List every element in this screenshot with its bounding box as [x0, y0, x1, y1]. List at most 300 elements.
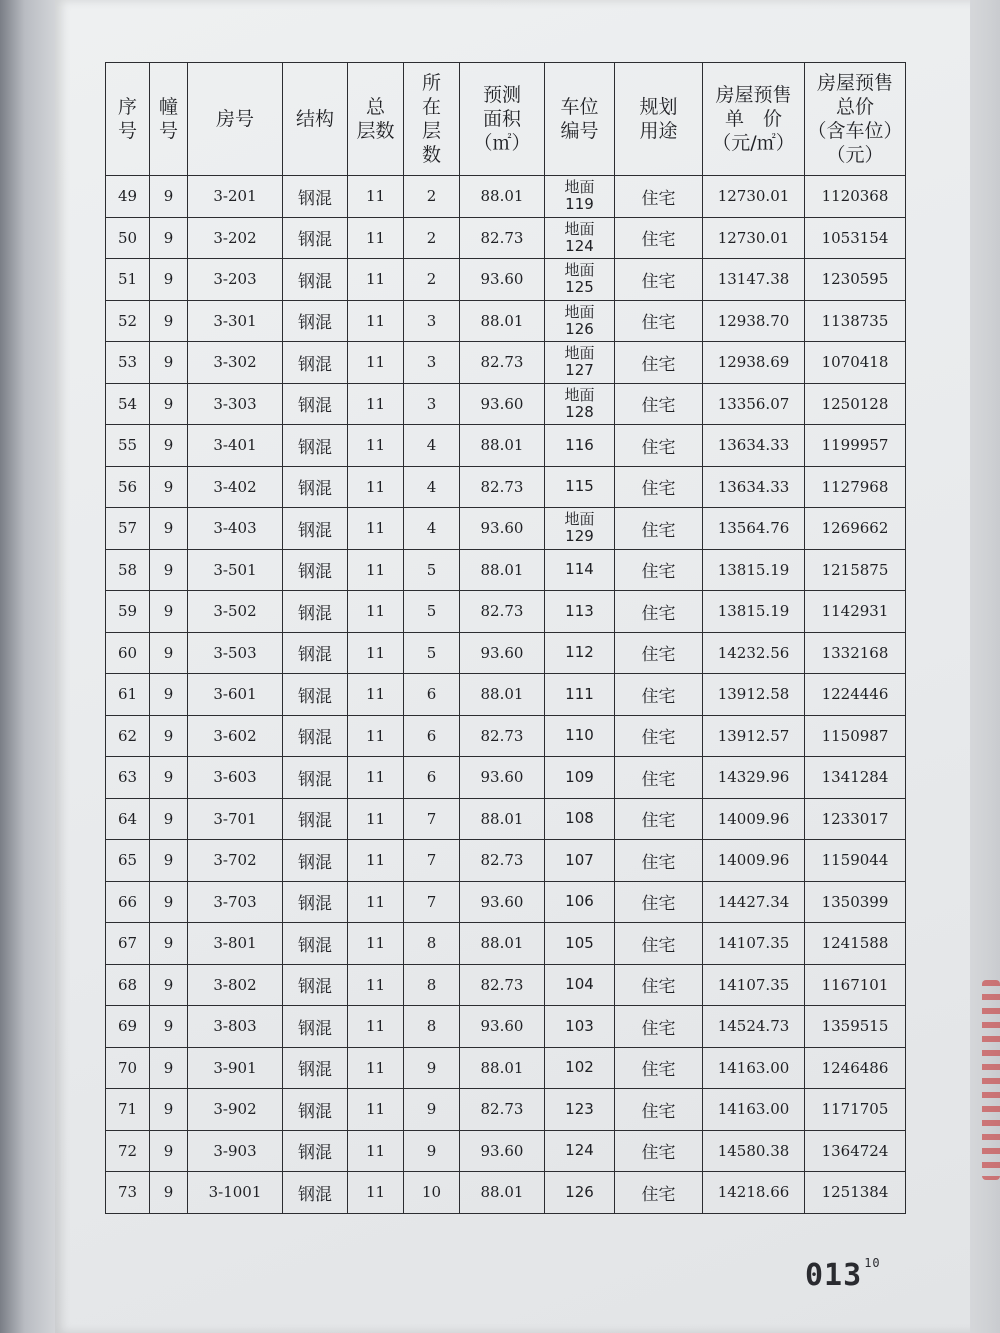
cell-usage: 住宅	[615, 757, 703, 799]
cell-total-price: 1230595	[805, 259, 906, 301]
column-header-area	[460, 63, 545, 176]
cell-parking	[545, 217, 615, 259]
cell-building: 9	[150, 1047, 188, 1089]
cell-total-floors: 11	[348, 715, 404, 757]
cell-structure: 钢混	[283, 881, 348, 923]
cell-building: 9	[150, 342, 188, 384]
cell-building: 9	[150, 923, 188, 965]
cell-building: 9	[150, 964, 188, 1006]
cell-room: 3-601	[188, 674, 283, 716]
cell-structure: 钢混	[283, 1130, 348, 1172]
cell-usage: 住宅	[615, 632, 703, 674]
cell-usage: 住宅	[615, 798, 703, 840]
column-header-room	[188, 63, 283, 176]
cell-building: 9	[150, 508, 188, 550]
cell-building: 9	[150, 466, 188, 508]
cell-structure: 钢混	[283, 715, 348, 757]
cell-room: 3-401	[188, 425, 283, 467]
cell-room: 3-603	[188, 757, 283, 799]
cell-unit-price: 12938.69	[703, 342, 805, 384]
cell-usage: 住宅	[615, 508, 703, 550]
cell-total-floors: 11	[348, 923, 404, 965]
cell-building: 9	[150, 591, 188, 633]
cell-building: 9	[150, 632, 188, 674]
parking-line: 113	[565, 601, 594, 620]
presale-price-table	[105, 62, 906, 1214]
cell-building: 9	[150, 176, 188, 218]
parking-line: 115	[565, 477, 594, 496]
cell-total-floors: 11	[348, 1172, 404, 1214]
cell-room: 3-803	[188, 1006, 283, 1048]
cell-unit-price: 14427.34	[703, 881, 805, 923]
table-row	[106, 757, 906, 799]
cell-room: 3-801	[188, 923, 283, 965]
cell-usage: 住宅	[615, 591, 703, 633]
cell-seq: 70	[106, 1047, 150, 1089]
cell-structure: 钢混	[283, 591, 348, 633]
cell-floor: 6	[404, 715, 460, 757]
cell-usage: 住宅	[615, 383, 703, 425]
cell-total-price: 1241588	[805, 923, 906, 965]
cell-parking	[545, 549, 615, 591]
cell-total-floors: 11	[348, 300, 404, 342]
cell-structure: 钢混	[283, 674, 348, 716]
parking-line: 124	[565, 1141, 594, 1160]
table-row	[106, 715, 906, 757]
parking-line: 108	[565, 809, 594, 828]
cell-floor: 9	[404, 1130, 460, 1172]
cell-total-price: 1053154	[805, 217, 906, 259]
cell-structure: 钢混	[283, 1006, 348, 1048]
cell-seq: 66	[106, 881, 150, 923]
table-row	[106, 632, 906, 674]
cell-room: 3-802	[188, 964, 283, 1006]
cell-floor: 6	[404, 674, 460, 716]
parking-line: 105	[565, 933, 594, 952]
cell-total-price: 1332168	[805, 632, 906, 674]
cell-room: 3-903	[188, 1130, 283, 1172]
cell-usage: 住宅	[615, 840, 703, 882]
cell-total-price: 1171705	[805, 1089, 906, 1131]
cell-building: 9	[150, 300, 188, 342]
cell-total-floors: 11	[348, 549, 404, 591]
cell-room: 3-402	[188, 466, 283, 508]
table-row	[106, 674, 906, 716]
column-header-seq	[106, 63, 150, 176]
cell-unit-price: 14009.96	[703, 840, 805, 882]
cell-total-price: 1167101	[805, 964, 906, 1006]
cell-floor: 5	[404, 591, 460, 633]
cell-room: 3-701	[188, 798, 283, 840]
cell-building: 9	[150, 1130, 188, 1172]
cell-total-price: 1364724	[805, 1130, 906, 1172]
cell-parking	[545, 798, 615, 840]
cell-unit-price: 14163.00	[703, 1089, 805, 1131]
parking-line: 地面	[564, 219, 595, 238]
cell-area: 93.60	[460, 632, 545, 674]
cell-structure: 钢混	[283, 923, 348, 965]
cell-seq: 67	[106, 923, 150, 965]
cell-room: 3-302	[188, 342, 283, 384]
table-row	[106, 1172, 906, 1214]
cell-floor: 10	[404, 1172, 460, 1214]
parking-line: 地面	[564, 385, 595, 404]
cell-floor: 2	[404, 176, 460, 218]
cell-unit-price: 13634.33	[703, 466, 805, 508]
cell-unit-price: 14329.96	[703, 757, 805, 799]
cell-unit-price: 12730.01	[703, 176, 805, 218]
cell-building: 9	[150, 217, 188, 259]
cell-unit-price: 13815.19	[703, 549, 805, 591]
parking-line: 107	[565, 850, 594, 869]
cell-area: 93.60	[460, 259, 545, 301]
cell-unit-price: 14232.56	[703, 632, 805, 674]
cell-floor: 8	[404, 923, 460, 965]
cell-area: 88.01	[460, 923, 545, 965]
cell-floor: 7	[404, 881, 460, 923]
parking-line: 128	[565, 402, 594, 421]
cell-structure: 钢混	[283, 300, 348, 342]
cell-parking	[545, 383, 615, 425]
cell-area: 88.01	[460, 425, 545, 467]
cell-structure: 钢混	[283, 259, 348, 301]
cell-floor: 3	[404, 342, 460, 384]
cell-usage: 住宅	[615, 342, 703, 384]
cell-total-price: 1233017	[805, 798, 906, 840]
cell-total-price: 1159044	[805, 840, 906, 882]
cell-total-floors: 11	[348, 757, 404, 799]
cell-total-floors: 11	[348, 840, 404, 882]
page-number-main: 013	[805, 1258, 863, 1293]
parking-line: 127	[565, 361, 594, 380]
cell-total-floors: 11	[348, 259, 404, 301]
cell-area: 88.01	[460, 1047, 545, 1089]
cell-room: 3-202	[188, 217, 283, 259]
table-row	[106, 798, 906, 840]
cell-total-floors: 11	[348, 1130, 404, 1172]
parking-line: 地面	[564, 261, 595, 280]
cell-total-price: 1138735	[805, 300, 906, 342]
cell-structure: 钢混	[283, 176, 348, 218]
cell-building: 9	[150, 715, 188, 757]
parking-line: 123	[565, 1099, 594, 1118]
cell-parking	[545, 840, 615, 882]
parking-line: 地面	[564, 178, 595, 197]
cell-area: 88.01	[460, 674, 545, 716]
cell-total-floors: 11	[348, 176, 404, 218]
cell-total-floors: 11	[348, 798, 404, 840]
cell-parking	[545, 508, 615, 550]
cell-building: 9	[150, 1172, 188, 1214]
cell-usage: 住宅	[615, 466, 703, 508]
cell-floor: 4	[404, 466, 460, 508]
column-header-total-price	[805, 63, 906, 176]
cell-room: 3-703	[188, 881, 283, 923]
cell-usage: 住宅	[615, 923, 703, 965]
cell-total-price: 1215875	[805, 549, 906, 591]
parking-line: 地面	[564, 510, 595, 529]
cell-total-price: 1350399	[805, 881, 906, 923]
cell-total-floors: 11	[348, 632, 404, 674]
cell-seq: 64	[106, 798, 150, 840]
column-header-label: 结构	[295, 108, 334, 130]
cell-building: 9	[150, 1006, 188, 1048]
cell-total-floors: 11	[348, 383, 404, 425]
cell-building: 9	[150, 798, 188, 840]
column-header-total-floors	[348, 63, 404, 176]
cell-total-floors: 11	[348, 964, 404, 1006]
cell-floor: 4	[404, 425, 460, 467]
parking-line: 126	[565, 319, 594, 338]
parking-line: 103	[565, 1016, 594, 1035]
parking-line: 114	[565, 560, 594, 579]
table-row	[106, 466, 906, 508]
cell-parking	[545, 466, 615, 508]
cell-total-price: 1359515	[805, 1006, 906, 1048]
cell-unit-price: 12938.70	[703, 300, 805, 342]
table-body	[106, 176, 906, 1214]
cell-area: 88.01	[460, 176, 545, 218]
cell-parking	[545, 176, 615, 218]
cell-parking	[545, 881, 615, 923]
cell-area: 82.73	[460, 964, 545, 1006]
cell-area: 93.60	[460, 508, 545, 550]
red-seal-fragment	[982, 980, 1000, 1180]
cell-structure: 钢混	[283, 217, 348, 259]
cell-total-floors: 11	[348, 1006, 404, 1048]
column-header-parking	[545, 63, 615, 176]
cell-floor: 8	[404, 1006, 460, 1048]
cell-room: 3-201	[188, 176, 283, 218]
cell-total-price: 1269662	[805, 508, 906, 550]
table-row	[106, 300, 906, 342]
cell-parking	[545, 591, 615, 633]
cell-area: 93.60	[460, 881, 545, 923]
cell-building: 9	[150, 840, 188, 882]
cell-building: 9	[150, 259, 188, 301]
column-header-usage	[615, 63, 703, 176]
table-row	[106, 1130, 906, 1172]
cell-area: 88.01	[460, 798, 545, 840]
cell-usage: 住宅	[615, 1130, 703, 1172]
cell-room: 3-602	[188, 715, 283, 757]
cell-room: 3-501	[188, 549, 283, 591]
cell-floor: 2	[404, 217, 460, 259]
presale-price-table-wrapper	[105, 62, 905, 1214]
cell-seq: 53	[106, 342, 150, 384]
cell-structure: 钢混	[283, 798, 348, 840]
cell-usage: 住宅	[615, 674, 703, 716]
cell-structure: 钢混	[283, 383, 348, 425]
cell-building: 9	[150, 425, 188, 467]
cell-total-price: 1142931	[805, 591, 906, 633]
cell-unit-price: 13912.57	[703, 715, 805, 757]
cell-seq: 55	[106, 425, 150, 467]
cell-total-floors: 11	[348, 674, 404, 716]
column-header-label: 幢 号	[158, 96, 178, 142]
column-header-label: 预测 面积 （㎡）	[473, 84, 531, 154]
cell-room: 3-403	[188, 508, 283, 550]
cell-unit-price: 14524.73	[703, 1006, 805, 1048]
cell-area: 93.60	[460, 1006, 545, 1048]
parking-line: 地面	[564, 302, 595, 321]
cell-floor: 9	[404, 1047, 460, 1089]
cell-parking	[545, 674, 615, 716]
cell-parking	[545, 1130, 615, 1172]
cell-usage: 住宅	[615, 715, 703, 757]
cell-parking	[545, 300, 615, 342]
cell-building: 9	[150, 549, 188, 591]
cell-unit-price: 13815.19	[703, 591, 805, 633]
cell-seq: 54	[106, 383, 150, 425]
cell-seq: 71	[106, 1089, 150, 1131]
cell-structure: 钢混	[283, 425, 348, 467]
cell-structure: 钢混	[283, 508, 348, 550]
table-row	[106, 964, 906, 1006]
cell-usage: 住宅	[615, 1089, 703, 1131]
cell-structure: 钢混	[283, 466, 348, 508]
parking-line: 111	[565, 684, 594, 703]
cell-usage: 住宅	[615, 549, 703, 591]
cell-seq: 49	[106, 176, 150, 218]
cell-total-floors: 11	[348, 342, 404, 384]
cell-unit-price: 14218.66	[703, 1172, 805, 1214]
cell-room: 3-303	[188, 383, 283, 425]
cell-seq: 59	[106, 591, 150, 633]
parking-line: 129	[565, 527, 594, 546]
cell-total-floors: 11	[348, 1047, 404, 1089]
cell-building: 9	[150, 674, 188, 716]
cell-unit-price: 14163.00	[703, 1047, 805, 1089]
cell-seq: 61	[106, 674, 150, 716]
cell-seq: 69	[106, 1006, 150, 1048]
column-header-floor	[404, 63, 460, 176]
cell-floor: 7	[404, 798, 460, 840]
cell-room: 3-502	[188, 591, 283, 633]
parking-line: 126	[565, 1182, 594, 1201]
parking-line: 124	[565, 236, 594, 255]
cell-seq: 68	[106, 964, 150, 1006]
table-row	[106, 176, 906, 218]
cell-unit-price: 14107.35	[703, 923, 805, 965]
table-row	[106, 425, 906, 467]
table-row	[106, 881, 906, 923]
parking-line: 110	[565, 726, 594, 745]
cell-seq: 72	[106, 1130, 150, 1172]
cell-usage: 住宅	[615, 300, 703, 342]
cell-total-price: 1341284	[805, 757, 906, 799]
cell-total-price: 1070418	[805, 342, 906, 384]
cell-structure: 钢混	[283, 964, 348, 1006]
cell-total-floors: 11	[348, 1089, 404, 1131]
cell-structure: 钢混	[283, 1172, 348, 1214]
cell-floor: 6	[404, 757, 460, 799]
column-header-label: 总 层数	[356, 96, 395, 142]
cell-usage: 住宅	[615, 425, 703, 467]
cell-usage: 住宅	[615, 1047, 703, 1089]
cell-room: 3-902	[188, 1089, 283, 1131]
parking-line: 112	[565, 643, 594, 662]
cell-total-price: 1224446	[805, 674, 906, 716]
cell-parking	[545, 1047, 615, 1089]
cell-building: 9	[150, 757, 188, 799]
cell-unit-price: 13356.07	[703, 383, 805, 425]
cell-floor: 3	[404, 300, 460, 342]
cell-structure: 钢混	[283, 342, 348, 384]
table-row	[106, 1089, 906, 1131]
column-header-label: 房屋预售 单 价 （元/㎡）	[712, 84, 795, 154]
cell-parking	[545, 1172, 615, 1214]
cell-area: 88.01	[460, 549, 545, 591]
cell-seq: 52	[106, 300, 150, 342]
cell-total-floors: 11	[348, 217, 404, 259]
cell-floor: 3	[404, 383, 460, 425]
parking-line: 119	[565, 195, 594, 214]
cell-usage: 住宅	[615, 1172, 703, 1214]
cell-area: 93.60	[460, 1130, 545, 1172]
cell-parking	[545, 757, 615, 799]
page-number-superscript: 10	[864, 1256, 881, 1270]
column-header-label: 所 在 层 数	[421, 72, 441, 166]
cell-parking	[545, 715, 615, 757]
cell-total-floors: 11	[348, 508, 404, 550]
cell-area: 82.73	[460, 217, 545, 259]
cell-total-price: 1127968	[805, 466, 906, 508]
cell-seq: 63	[106, 757, 150, 799]
cell-parking	[545, 425, 615, 467]
cell-floor: 7	[404, 840, 460, 882]
cell-total-floors: 11	[348, 466, 404, 508]
cell-structure: 钢混	[283, 1047, 348, 1089]
column-header-building	[150, 63, 188, 176]
cell-floor: 9	[404, 1089, 460, 1131]
cell-unit-price: 14009.96	[703, 798, 805, 840]
cell-room: 3-503	[188, 632, 283, 674]
table-row	[106, 1047, 906, 1089]
cell-area: 88.01	[460, 300, 545, 342]
cell-area: 93.60	[460, 383, 545, 425]
cell-seq: 65	[106, 840, 150, 882]
cell-building: 9	[150, 1089, 188, 1131]
cell-area: 82.73	[460, 466, 545, 508]
table-row	[106, 1006, 906, 1048]
table-row	[106, 549, 906, 591]
cell-unit-price: 13634.33	[703, 425, 805, 467]
cell-room: 3-702	[188, 840, 283, 882]
cell-building: 9	[150, 881, 188, 923]
cell-parking	[545, 1006, 615, 1048]
cell-seq: 50	[106, 217, 150, 259]
cell-usage: 住宅	[615, 176, 703, 218]
cell-parking	[545, 632, 615, 674]
column-header-unit-price	[703, 63, 805, 176]
cell-floor: 5	[404, 632, 460, 674]
cell-total-price: 1251384	[805, 1172, 906, 1214]
column-header-label: 房屋预售 总价 （含车位） （元）	[807, 72, 903, 166]
parking-line: 104	[565, 975, 594, 994]
cell-usage: 住宅	[615, 964, 703, 1006]
cell-parking	[545, 1089, 615, 1131]
page-number	[805, 1258, 881, 1293]
cell-room: 3-203	[188, 259, 283, 301]
cell-structure: 钢混	[283, 840, 348, 882]
cell-unit-price: 13564.76	[703, 508, 805, 550]
cell-usage: 住宅	[615, 217, 703, 259]
table-row	[106, 840, 906, 882]
parking-line: 地面	[564, 344, 595, 363]
cell-total-price: 1246486	[805, 1047, 906, 1089]
binder-edge	[0, 0, 62, 1333]
